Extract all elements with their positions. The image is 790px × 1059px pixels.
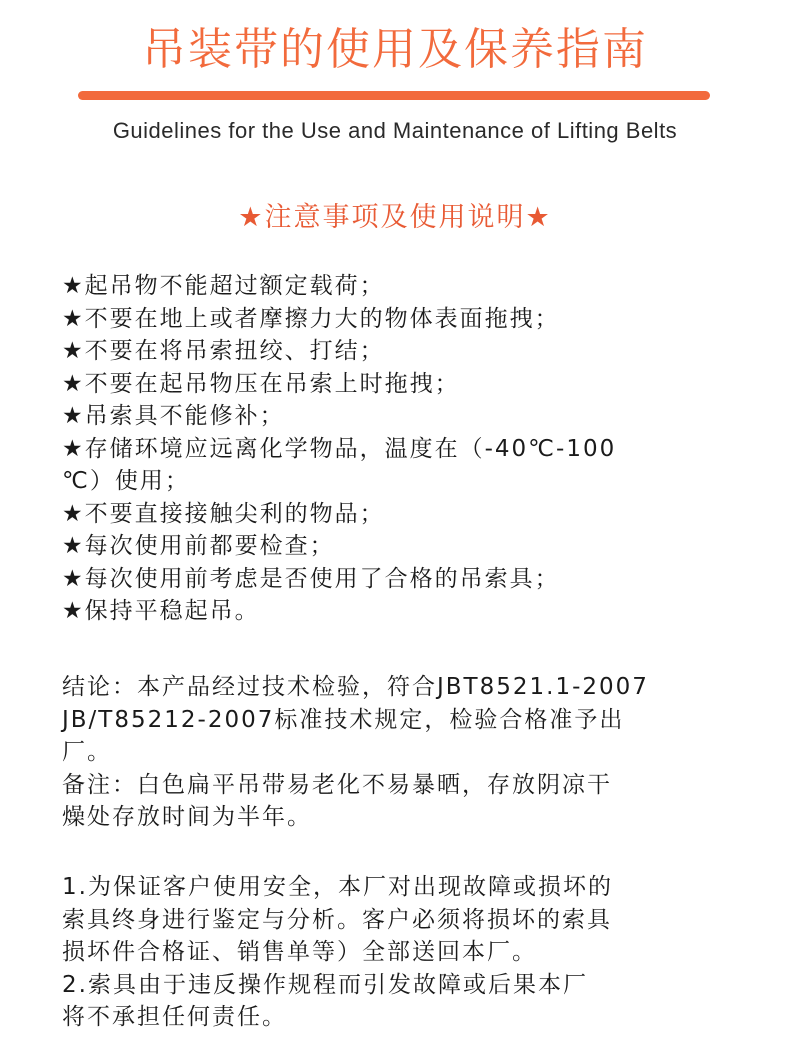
terms-line: 2.索具由于违反操作规程而引发故障或后果本厂 [62, 971, 588, 998]
page-title: 吊装带的使用及保养指南 [142, 24, 648, 75]
conclusion-line: JB/T85212-2007标准技术规定，检验合格准予出 [62, 706, 625, 733]
conclusion-line: 厂。 [62, 739, 112, 765]
terms-line: 损坏件合格证、销售单等）全部送回本厂。 [62, 939, 537, 965]
conclusion-block [62, 671, 742, 834]
notice-item: ★吊索具不能修补； [62, 403, 285, 429]
notice-item: ★每次使用前考虑是否使用了合格的吊索具； [62, 565, 560, 592]
remark-line: 备注：白色扁平吊带易老化不易暴晒，存放阴凉干 [62, 771, 612, 798]
notice-item: ★不要在起吊物压在吊索上时拖拽； [62, 370, 460, 397]
terms-line: 将不承担任何责任。 [62, 1004, 287, 1030]
notice-heading: ★注意事项及使用说明★ [238, 202, 552, 233]
title-underline-bar [78, 91, 710, 100]
terms-line: 索具终身进行鉴定与分析。客户必须将损坏的索具 [62, 906, 612, 933]
remark-line: 燥处存放时间为半年。 [62, 804, 312, 830]
notice-item: ★不要直接接触尖利的物品； [62, 500, 385, 527]
page-subtitle-english: Guidelines for the Use and Maintenance of Lifting Belts [112, 118, 678, 143]
terms-block [62, 871, 742, 1034]
notice-item: ★不要在将吊索扭绞、打结； [62, 338, 385, 364]
notice-item: ★不要在地上或者摩擦力大的物体表面拖拽； [62, 305, 560, 332]
notice-item: ★存储环境应远离化学物品，温度在（-40℃-100 [62, 435, 617, 462]
notice-item: ★每次使用前都要检查； [62, 533, 335, 559]
conclusion-line: 结论：本产品经过技术检验，符合JBT8521.1-2007 [62, 674, 649, 700]
notice-item: ★保持平稳起吊。 [62, 598, 260, 624]
notice-list [62, 270, 742, 628]
notice-item: ★起吊物不能超过额定载荷； [62, 273, 385, 299]
notice-item: ℃）使用； [62, 468, 190, 494]
terms-line: 1.为保证客户使用安全，本厂对出现故障或损坏的 [62, 874, 613, 900]
